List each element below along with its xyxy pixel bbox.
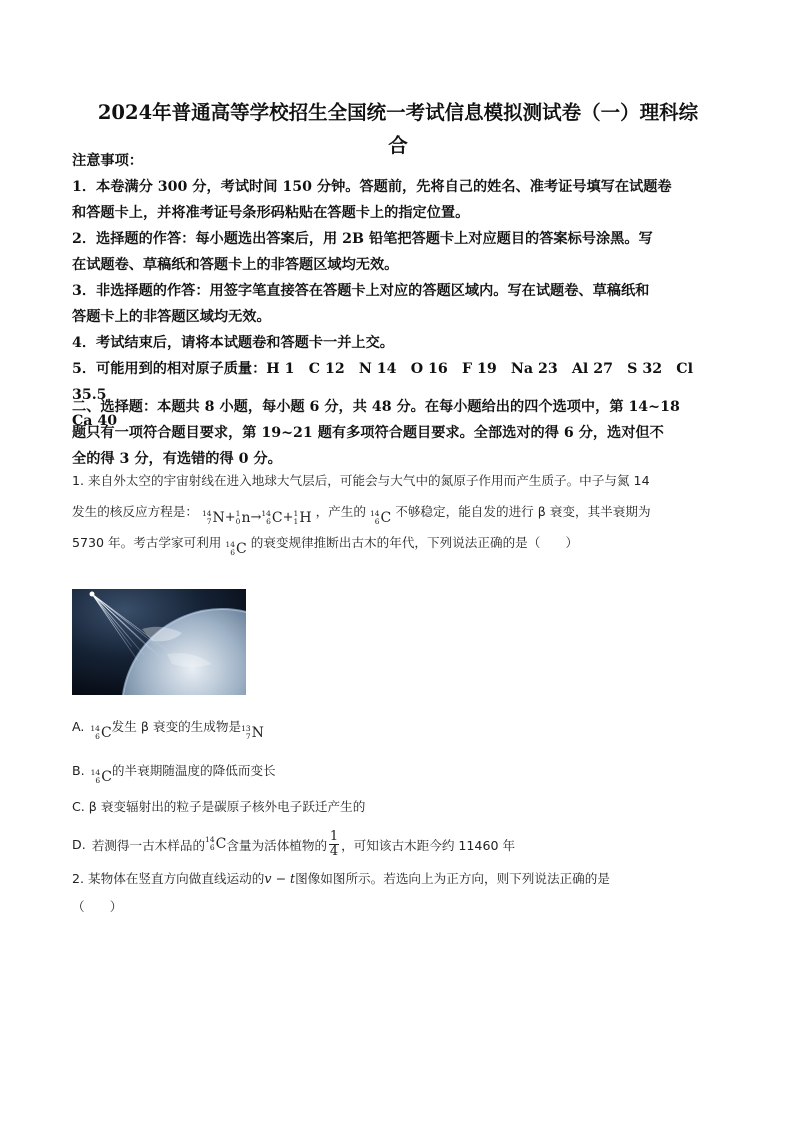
instruction-2a: 2．选择题的作答：每小题选出答案后，用 2B 铅笔把答题卡上对应题目的答案标号涂黑。写: [72, 231, 653, 247]
nuclear-equation: 14 7 N + 1 0 n → 14 6 C + 1 1 H: [201, 509, 312, 526]
q1-stem-line-3: [72, 532, 724, 557]
instruction-3a: 3．非选择题的作答：用签字笔直接答在答题卡上对应的答题区域内。写在试题卷、草稿纸和: [72, 283, 650, 299]
q1-stem-line-1: 1. 来自外太空的宇宙射线在进入地球大气层后，可能会与大气中的氮原子作用而产生质子。中子与氮 14: [72, 473, 650, 488]
instruction-1a: 1．本卷满分 300 分，考试时间 150 分钟。答题前，先将自己的姓名、准考证号填写在试题卷: [72, 179, 672, 195]
q1-option-b[interactable]: B. 14 6 C 的半衰期随温度的降低而变长: [72, 763, 276, 785]
question-2: [72, 868, 724, 918]
earth-illustration: [72, 589, 246, 695]
carbon-14-symbol: 14 6 C: [225, 540, 247, 557]
question-1: [72, 470, 724, 563]
q1-option-d[interactable]: D. 若测得一古木样品的 14 6 C 含量为活体植物的 $\frac{1}{4}$ ，可知该古木距今约 11460 年: [72, 828, 516, 859]
section-2-header: [72, 394, 724, 472]
q1-stem2-b: ，产生的: [315, 504, 366, 519]
instruction-3b: 答题卡上的非答题区域均无效。: [72, 309, 271, 325]
q2-stem-line-1: 2. 某物体在竖直方向做直线运动的v − t图像如图所示。若选向上为正方向，则下列说法正确的是: [72, 871, 610, 886]
section-2-line-3: 全的得 3 分，有选错的得 0 分。: [72, 451, 282, 467]
q1-stem3-a: 5730 年。考古学家可利用: [72, 535, 222, 550]
q1-stem3-b: 的衰变规律推断出古木的年代，下列说法正确的是（ ）: [250, 535, 579, 550]
section-2-line-1: 二、选择题：本题共 8 小题，每小题 6 分，共 48 分。在每小题给出的四个选项中，第 14~18: [72, 399, 680, 415]
earth-cosmic-ray-image: [72, 589, 246, 695]
title-line-1: 2024年普通高等学校招生全国统一考试信息模拟测试卷（一）理科综: [97, 101, 699, 124]
instruction-2b: 在试题卷、草稿纸和答题卡上的非答题区域均无效。: [72, 257, 399, 273]
section-2-line-2: 题只有一项符合题目要求，第 19~21 题有多项符合题目要求。全部选对的得 6 分，选对但不: [72, 425, 664, 441]
one-quarter-fraction: $\frac{1}{4}$: [329, 828, 339, 859]
q1-option-a[interactable]: A. 14 6 C 发生 β 衰变的生成物是 13 7 N: [72, 719, 264, 741]
q2-stem-line-2: （ ）: [72, 899, 123, 914]
instruction-1b: 和答题卡上，并将准考证号条形码粘贴在答题卡上的指定位置。: [72, 205, 470, 221]
q1-stem-line-2: [72, 501, 724, 526]
q1-stem2-a: 发生的核反应方程是：: [72, 504, 198, 519]
carbon-14-symbol: 14 6 C: [369, 509, 392, 526]
instructions: [72, 148, 724, 434]
q1-stem2-c: 不够稳定，能自发的进行 β 衰变，其半衰期为: [395, 504, 651, 519]
instruction-5b: Ca 40: [72, 413, 118, 429]
instruction-4: 4．考试结束后，请将本试题卷和答题卡一并上交。: [72, 335, 394, 351]
instructions-heading: 注意事项：: [72, 153, 143, 169]
title-line-2: 合: [388, 134, 408, 157]
instruction-5a: 5．可能用到的相对原子质量：H 1 C 12 N 14 O 16 F 19 Na 23 Al 27 S 32 Cl 35.5: [72, 361, 693, 403]
q1-option-c[interactable]: C. β 衰变辐射出的粒子是碳原子核外电子跃迁产生的: [72, 799, 366, 814]
